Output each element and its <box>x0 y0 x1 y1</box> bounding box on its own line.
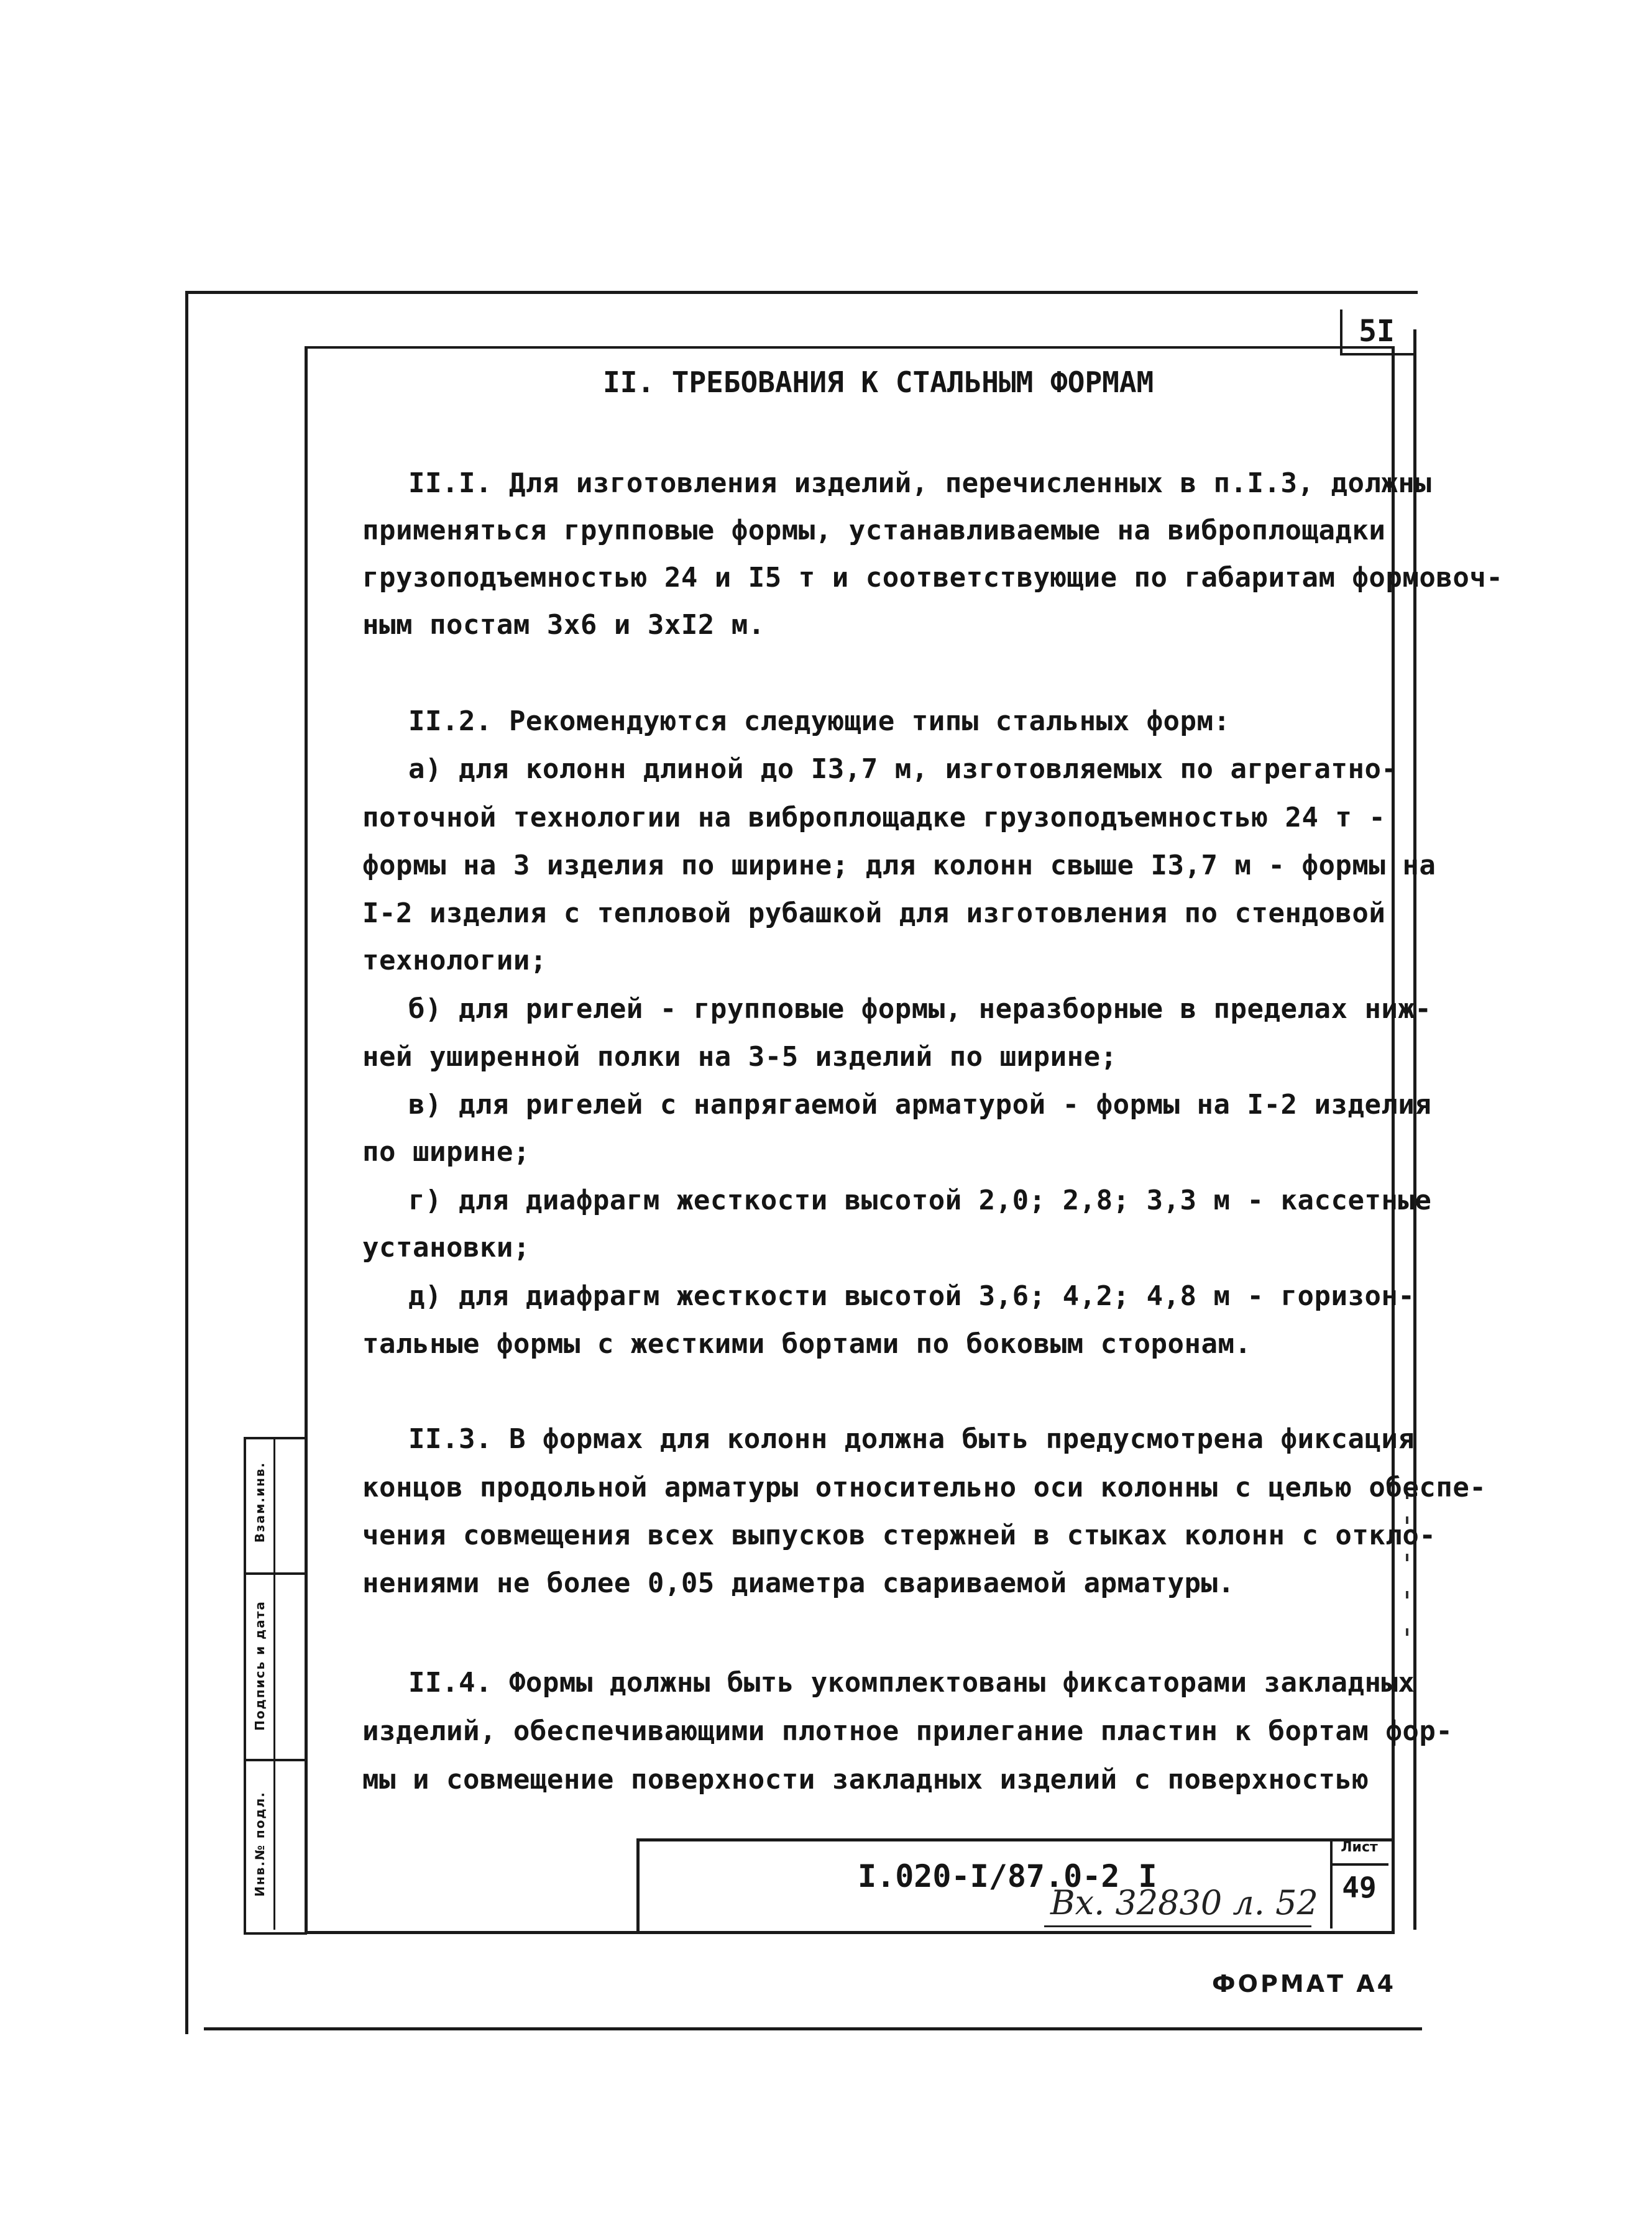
text-line: ней уширенной полки на 3-5 изделий по ширине; <box>362 1041 1117 1073</box>
text-line: формы на 3 изделия по ширине; для колонн свыше I3,7 м - формы на <box>362 850 1436 881</box>
text-line: II.I. Для изготовления изделий, перечисленных в п.I.3, должны <box>408 467 1432 499</box>
text-line: тальные формы с жесткими бортами по боковым сторонам. <box>362 1328 1252 1360</box>
text-line: г) для диафрагм жесткости высотой 2,0; 2,8; 3,3 м - кассетные <box>408 1185 1432 1216</box>
document-code: I.020-I/87.0-2 I <box>858 1858 1157 1894</box>
section-heading: II. ТРЕБОВАНИЯ К СТАЛЬНЫМ ФОРМАМ <box>603 365 1154 399</box>
stamp-row-divider <box>244 1759 305 1761</box>
text-line: технологии; <box>362 945 547 976</box>
text-line: применяться групповые формы, устанавливаемые на виброплощадки <box>362 515 1386 546</box>
text-line: грузоподъемностью 24 и I5 т и соответствующие по габаритам формовоч- <box>362 562 1503 594</box>
text-line: концов продольной арматуры относительно оси колонны с целью обеспе- <box>362 1472 1487 1503</box>
handwritten-note: Вх. 32830 л. 52 <box>1050 1883 1318 1922</box>
stamp-label: Взам.инв. <box>252 1461 267 1543</box>
text-line: II.4. Формы должны быть укомплектованы фиксаторами закладных <box>408 1667 1415 1699</box>
text-line: мы и совмещение поверхности закладных изделий с поверхностью <box>362 1764 1369 1795</box>
format-label: ФОРМАТ А4 <box>1212 1970 1397 1997</box>
sheet-label-divider <box>1330 1863 1388 1866</box>
text-line: изделий, обеспечивающими плотное прилегание пластин к бортам фор- <box>362 1715 1453 1747</box>
sheet-number: 49 <box>1342 1871 1377 1904</box>
text-line: чения совмещения всех выпусков стержней в стыках колонн с откло- <box>362 1520 1436 1551</box>
sheet-label: Лист <box>1341 1840 1378 1855</box>
text-line: I-2 изделия с тепловой рубашкой для изготовления по стендовой <box>362 897 1386 929</box>
text-line: II.2. Рекомендуются следующие типы стальных форм: <box>408 705 1231 737</box>
stamp-label: Инв.№ подл. <box>252 1791 267 1897</box>
scan-mark <box>1406 1628 1408 1636</box>
text-line: в) для ригелей с напрягаемой арматурой - формы на I-2 изделия <box>408 1089 1432 1121</box>
text-line: ным постам 3х6 и 3хI2 м. <box>362 609 765 641</box>
text-line: поточной технологии на виброплощадке грузоподъемностью 24 т - <box>362 802 1386 833</box>
text-line: по ширине; <box>362 1136 530 1168</box>
outer-frame-bottom <box>204 2027 1422 2030</box>
stamp-label: Подпись и дата <box>252 1600 267 1731</box>
handwritten-underline <box>1044 1925 1311 1927</box>
text-line: нениями не более 0,05 диаметра свариваемой арматуры. <box>362 1567 1235 1599</box>
text-line: д) для диафрагм жесткости высотой 3,6; 4,2; 4,8 м - горизон- <box>408 1280 1415 1312</box>
stamp-column-divider <box>273 1437 275 1930</box>
page-number: 5I <box>1359 314 1395 349</box>
text-line: б) для ригелей - групповые формы, неразборные в пределах ниж- <box>408 993 1432 1025</box>
scan-mark <box>1406 1554 1408 1561</box>
text-line: а) для колонн длиной до I3,7 м, изготовляемых по агрегатно- <box>408 753 1398 785</box>
text-line: установки; <box>362 1232 530 1263</box>
scan-mark <box>1406 1591 1408 1598</box>
text-line: II.3. В формах для колонн должна быть предусмотрена фиксация <box>408 1423 1415 1455</box>
